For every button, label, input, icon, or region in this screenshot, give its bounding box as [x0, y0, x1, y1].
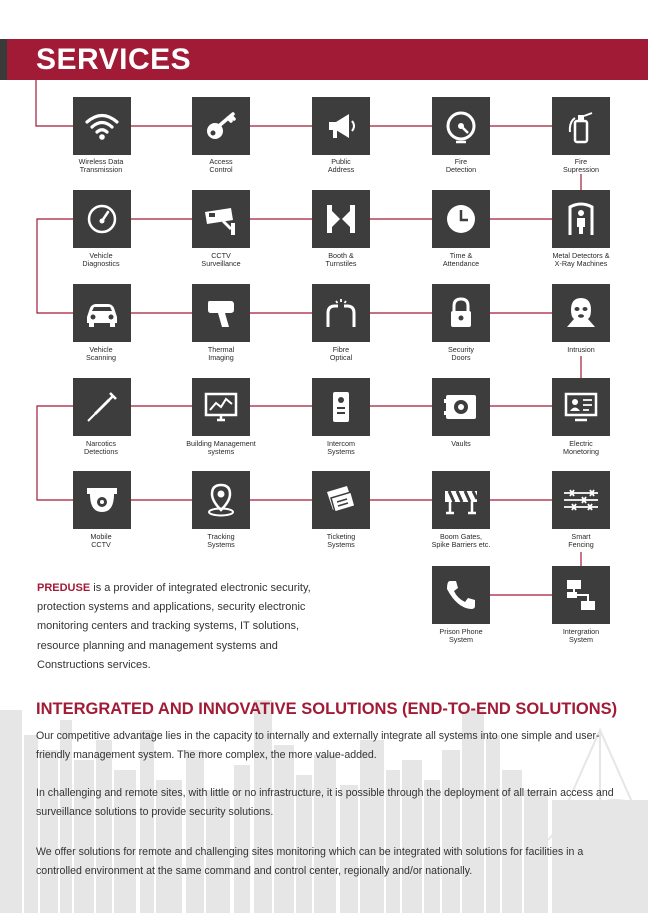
key-icon — [201, 106, 241, 146]
integration-flow-icon — [561, 575, 601, 615]
phone-icon — [441, 575, 481, 615]
brand-name: PREDUSE — [37, 582, 91, 594]
solutions-paragraph-1: Our competitive advantage lies in the capacity to internally and externally integrate all systems into one simple and user-friendly management system. The more complex, the more value-added. — [36, 730, 600, 761]
services-banner — [0, 39, 648, 80]
service-label-intruder: Intrusion — [567, 345, 595, 354]
ticket-tile — [312, 471, 370, 529]
service-label-emon: Electric Monetoring — [563, 439, 599, 456]
turnstile-tile — [312, 190, 370, 248]
service-label-turnstile: Booth & Turnstiles — [325, 251, 357, 268]
padlock-icon — [441, 293, 481, 333]
megaphone-tile — [312, 97, 370, 155]
solutions-paragraph-2: In challenging and remote sites, with little or no infrastructure, it is possible through the deployment of all terrain access and surveillance solutions to provide security solutions. — [36, 787, 614, 818]
service-label-pin: Tracking Systems — [207, 532, 235, 549]
dome-camera-icon — [82, 480, 122, 520]
fire-extinguisher-icon — [561, 106, 601, 146]
fence-tile — [552, 471, 610, 529]
service-label-lock: Security Doors — [448, 345, 474, 362]
vault-icon — [441, 387, 481, 427]
service-label-fence: Smart Fencing — [568, 532, 594, 549]
banner-edge-accent — [0, 39, 7, 80]
service-label-barrier: Boom Gates, Spike Barriers etc. — [431, 532, 491, 549]
intro-paragraph — [37, 579, 337, 675]
thermal-scanner-icon — [201, 293, 241, 333]
intruder-tile — [552, 284, 610, 342]
syringe-icon — [82, 387, 122, 427]
bms-tile — [192, 378, 250, 436]
cctv-tile — [192, 190, 250, 248]
extinguisher-tile — [552, 97, 610, 155]
monitor-chart-icon — [201, 387, 241, 427]
road-barrier-icon — [441, 480, 481, 520]
barbed-wire-icon — [561, 480, 601, 520]
service-label-detector: Metal Detectors & X-Ray Machines — [552, 251, 610, 268]
alarm-bell-icon — [441, 106, 481, 146]
solutions-paragraph-3: We offer solutions for remote and challenging sites monitoring which can be integrated with solutions for facilities in a controlled environment at the same command and control center, regionally and/or nationally. — [36, 846, 584, 877]
thermal-tile — [192, 284, 250, 342]
service-label-ticket: Ticketing Systems — [326, 532, 356, 549]
service-label-vault: Vaults — [451, 439, 471, 448]
service-label-extinguisher: Fire Supression — [563, 157, 599, 174]
wifi-icon — [82, 106, 122, 146]
megaphone-icon — [321, 106, 361, 146]
intercom-tile — [312, 378, 370, 436]
integration-tile — [552, 566, 610, 624]
gauge-tile — [73, 190, 131, 248]
service-label-gauge: Vehicle Diagnostics — [82, 251, 120, 268]
cctv-camera-icon — [201, 199, 241, 239]
key-tile — [192, 97, 250, 155]
bell-tile — [432, 97, 490, 155]
barrier-tile — [432, 471, 490, 529]
service-label-integration: Intergration System — [562, 627, 600, 644]
lock-tile — [432, 284, 490, 342]
service-label-clock: Time & Attendance — [442, 251, 480, 268]
fibre-tile — [312, 284, 370, 342]
service-label-dome: Mobile CCTV — [90, 532, 112, 549]
location-pin-icon — [201, 480, 241, 520]
intercom-icon — [321, 387, 361, 427]
emon-tile — [552, 378, 610, 436]
turnstile-icon — [321, 199, 361, 239]
vault-tile — [432, 378, 490, 436]
service-label-fibre: Fibre Optical — [329, 345, 353, 362]
clock-icon — [441, 199, 481, 239]
syringe-tile — [73, 378, 131, 436]
intro-text: is a provider of integrated electronic security, protection systems and applications, security electronic monitoring centers and tracking systems, IT solutions, resource planning and management systems and Constructions services. — [37, 582, 311, 671]
service-label-wifi: Wireless Data Transmission — [78, 157, 124, 174]
service-label-intercom: Intercom Systems — [327, 439, 355, 456]
car-tile — [73, 284, 131, 342]
service-label-car: Vehicle Scanning — [86, 345, 116, 362]
service-label-phone: Prison Phone System — [439, 627, 483, 644]
phone-tile — [432, 566, 490, 624]
solutions-heading: INTERGRATED AND INNOVATIVE SOLUTIONS (END-TO-END SOLUTIONS) — [36, 700, 618, 718]
intruder-mask-icon — [561, 293, 601, 333]
metal-detector-icon — [561, 199, 601, 239]
pin-tile — [192, 471, 250, 529]
service-label-megaphone: Public Address — [327, 157, 355, 174]
service-label-bms: Building Management systems — [186, 439, 256, 456]
monitor-id-icon — [561, 387, 601, 427]
service-label-key: Access Control — [209, 157, 233, 174]
page-title: SERVICES — [36, 43, 192, 76]
service-label-bell: Fire Detection — [445, 157, 477, 174]
gauge-icon — [82, 199, 122, 239]
clock-tile — [432, 190, 490, 248]
service-label-cctv: CCTV Surveillance — [201, 251, 241, 268]
service-label-syringe: Narcotics Detections — [84, 439, 118, 456]
fibre-cable-icon — [321, 293, 361, 333]
service-label-thermal: Thermal Imaging — [207, 345, 235, 362]
car-icon — [82, 293, 122, 333]
ticket-icon — [321, 480, 361, 520]
detector-tile — [552, 190, 610, 248]
dome-tile — [73, 471, 131, 529]
wifi-tile — [73, 97, 131, 155]
